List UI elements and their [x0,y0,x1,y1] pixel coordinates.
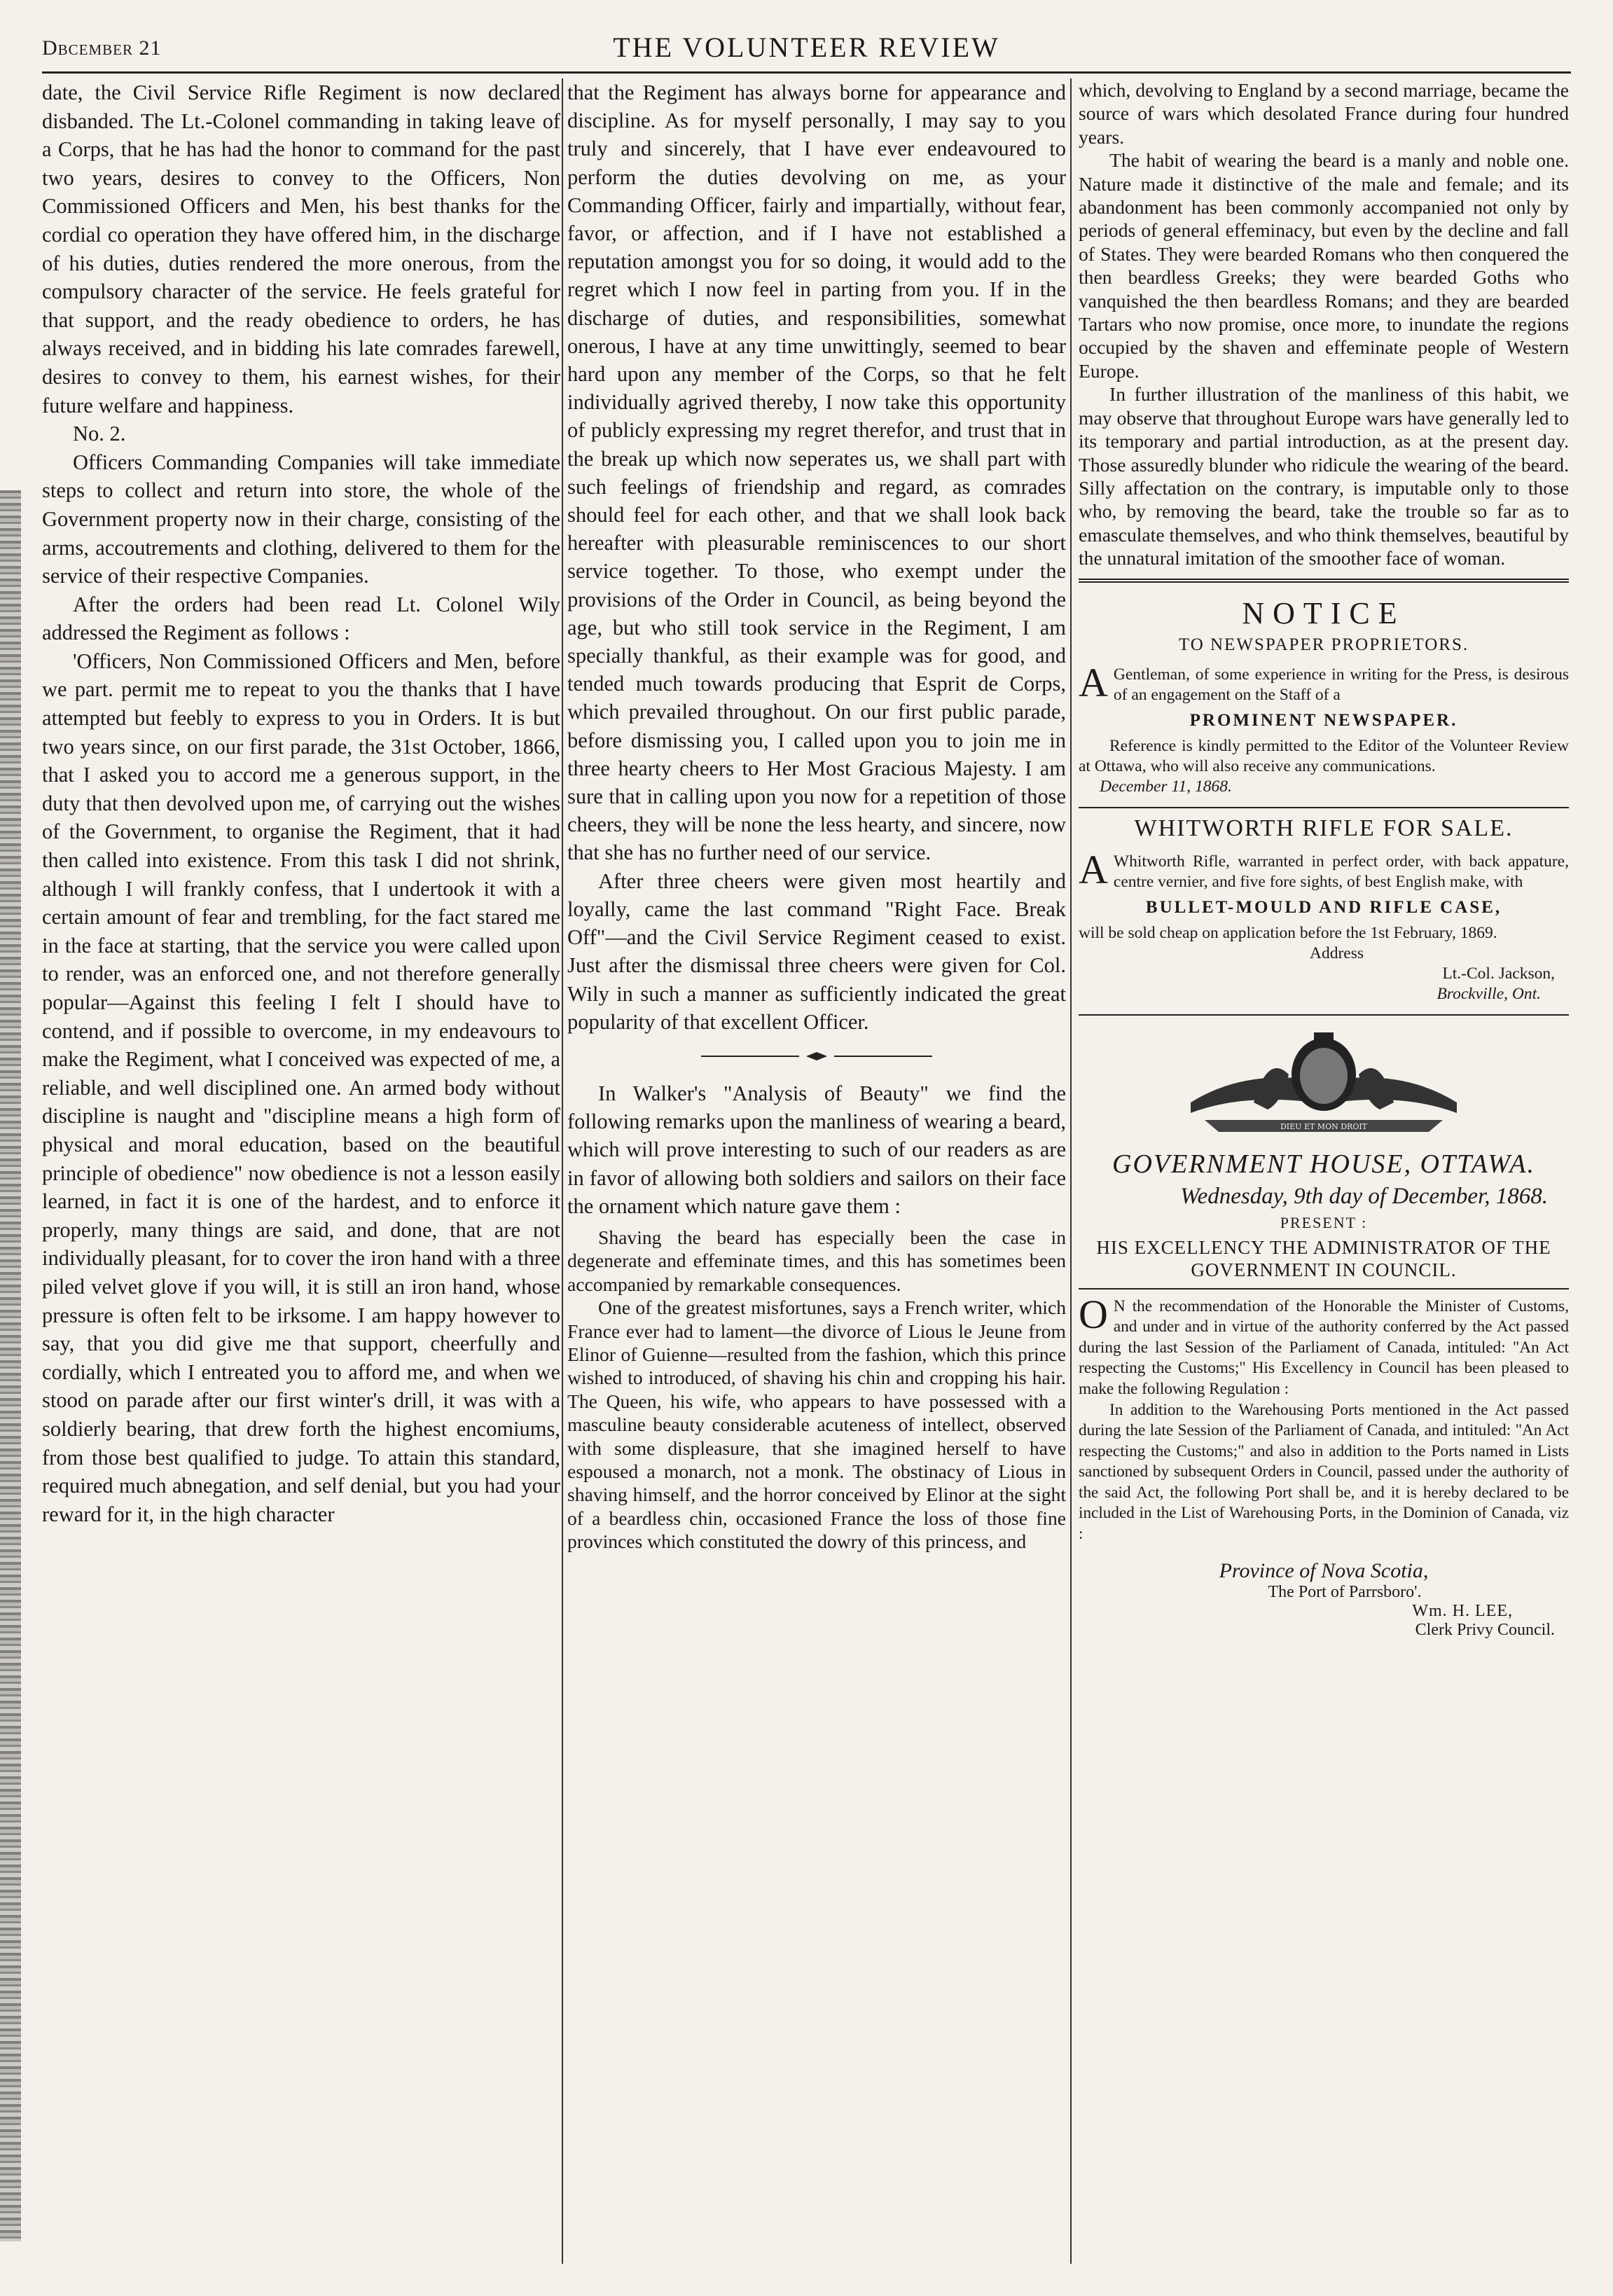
signer: Wm. H. LEE, [1412,1601,1513,1620]
whitworth-title: WHITWORTH RIFLE FOR SALE. [1134,815,1514,841]
paragraph: After three cheers were given most heartily and loyally, came the last command "Right Face. Break Off"—and the Civil Service Regiment ceased to exist. Just after the dismissal three cheers were given for Col. Wily in such a manner as sufficiently indicated the great popularity of that excellent Officer. [567,869,1066,1034]
notice-advert [1079,595,1569,797]
order-number: No. 2. [73,422,126,446]
notice-body: Gentleman, of some experience in writing for the Press, is desirous of an engagement on the Staff of a [1113,665,1569,704]
crest-motto: DIEU ET MON DROIT [1280,1121,1368,1131]
paragraph: After the orders had been read Lt. Colonel Wily addressed the Regiment as follows : [42,592,560,645]
paragraph: which, devolving to England by a second marriage, became the source of wars which desolated France during four hundred years. [1079,79,1569,148]
section-rule [1079,579,1569,583]
header-rule [42,71,1571,74]
paragraph: In Walker's "Analysis of Beauty" we find the following remarks upon the manliness of wearing a beard, which will prove interesting to such of our readers as are in favor of allowing both soldiers and sailors on their face the ornament which nature gave them : [567,1081,1066,1218]
whitworth-address-label: Address [1310,943,1364,962]
paragraph: that the Regiment has always borne for appearance and discipline. As for myself personally, I may say to you truly and sincerely, that I have ever endeavoured to perform the duties devolving on me, as your Commanding Officer, fairly and impartially, without fear, favor, or affection, and if I have not established a reputation amongst you for so doing, it would add to the regret which I now feel in parting from you. If in the discharge of duties, and responsibilities, somewhat onerous, I have at any time unwittingly, seemed to bear hard upon any member of the Corps, so that he felt individually agrived thereby, I now take this opportunity of publicly expressing my regret therefor, and trust that in the break up which now seperates us, we shall part with such feelings of friendship and regard, as comrades should feel for each other, and that we shall look back hereafter with pleasurable reminiscences to our short service together. To those, who exempt under the provisions of the Order in Council, as being beyond the age, but who still took service in the Regiment, I am specially thankful, as their example was for good, and tended much towards producing that Esprit de Corps, which prevailed throughout. On our first public parade, before dismissing you, I called upon you to join me in three hearty cheers to Her Most Gracious Majesty. I am sure that in calling upon you now for a repetition of those cheers, they will be none the less hearty, and sincere, now that she has no further need of our service. [567,81,1066,865]
notice-reference: Reference is kindly permitted to the Editor of the Volunteer Review at Ottawa, who will also receive any communications. [1079,736,1569,775]
notice-date: December 11, 1868. [1100,777,1232,796]
section-rule [1079,1014,1569,1016]
column-2 [567,78,1066,2250]
gov-title: GOVERNMENT HOUSE, OTTAWA. [1112,1149,1535,1179]
government-order [1079,1149,1569,1640]
order-text: In addition to the Warehousing Ports mentioned in the Act passed during the late Session of the Parliament of Canada, and intituled: "An Act respecting the Customs;" and also in addition to the Ports named in Lists sanctioned by subsequent Orders in Council, passed under the authority of the said Act, the following Port shall be, and it is hereby declared to be included in the List of Warehousing Ports, in the Dominion of Canada, viz : [1079,1400,1569,1544]
column-1 [42,78,560,2250]
notice-title: NOTICE [1242,595,1406,630]
whitworth-place: Brockville, Ont. [1437,984,1541,1003]
province: Province of Nova Scotia, [1219,1558,1429,1582]
column-rule [1070,78,1072,2264]
section-rule [1079,1288,1569,1289]
drop-cap: A [1079,846,1108,892]
paragraph: Shaving the beard has especially been the case in degenerate and effeminate times, and this has sometimes been accompanied by remarkable consequences. [567,1226,1066,1295]
ornament-divider [701,1051,932,1061]
paragraph: date, the Civil Service Rifle Regiment is now declared disbanded. The Lt.-Colonel commanding in taking leave of a Corps, that he has had the honor to command for the past two years, desires to convey to the Officers, Non Commissioned Officers and Men, his best thanks for the cordial co operation they have offered him, in the discharge of his duties, duties rendered the more onerous, from the compulsory character of the service. He feels grateful for that support, and the ready obedience to orders, he has always received, and in bidding his late comrades farewell, desires to convey to them, his earnest wishes, for their future welfare and happiness. [42,81,560,417]
notice-subtitle: TO NEWSPAPER PROPRIETORS. [1178,635,1469,654]
column-rule [562,78,563,2264]
paragraph: Officers Commanding Companies will take immediate steps to collect and return into store, the whole of the Government property now in their charge, consisting of the arms, accoutrements and clothing, delivered to them for the service of their respective Companies. [42,450,560,588]
whitworth-sale: will be sold cheap on application before the 1st February, 1869. [1079,923,1497,942]
whitworth-case: BULLET-MOULD AND RIFLE CASE, [1145,897,1502,917]
whitworth-advert [1079,815,1569,1004]
paragraph: In further illustration of the manliness of this habit, we may observe that throughout Europe wars have generally led to its temporary and partial introduction, as at the present day. Those assuredly blunder who ridicule the wearing of the beard. Silly affectation on the contrary, is imputable only to those who, by removing the beard, take the trouble so far as to emasculate themselves, and who think themselves, beautiful by the unnatural imitation of the smoother face of woman. [1079,383,1569,569]
paragraph: 'Officers, Non Commissioned Officers and Men, before we part. permit me to repeat to you the thanks that I have attempted but feebly to express to you in Orders. It is but two years since, on our first parade, the 31st October, 1866, that I asked you to accord me a generous support, in the duty that then devolved upon me, of carrying out the wishes of the Government, to organise the Regiment, that it had then called into existence. From this task I did not shrink, although I will frankly confess, that I undertook it with a certain amount of fear and trembling, for the fact stared me in the face at starting, that the service you were called upon to render, was an enforced one, and not therefore generally popular—Against this feeling I felt I should have to contend, and if possible to overcome, in my endeavours to make the Regiment, what I conceived was expected of me, a reliable, and well disciplined one. An armed body without discipline is naught and "discipline means a high form of physical and moral education, based on the beautiful principle of obedience" now obedience is not a lesson easily learned, in fact it is one of the hardest, and to enforce it properly, many things are said, and done, that are not individually pleasant, for to cover the iron hand with a three piled velvet glove if you will, it is still an iron hand, whose pressure is often felt to be irksome. I am happy however to say, that you did give me that support, cheerfully and cordially, which I entreated you to afford me, and when we stood on parade after our first winter's drill, it was with a soldierly bearing, that drew forth the highest encomiums, from those best qualified to judge. To attain this standard, required much abnegation, and self denial, but you had your reward for it, in the high character [42,649,560,1526]
drop-cap: A [1079,659,1108,705]
notice-paper: PROMINENT NEWSPAPER. [1189,710,1458,730]
whitworth-body: Whitworth Rifle, warranted in perfect order, with back appature, centre vernier, and five fore sights, of best English make, with [1113,852,1569,891]
drop-cap: O [1079,1291,1108,1337]
port: The Port of Parrsboro'. [1268,1582,1422,1601]
page-header [42,31,1571,66]
column-3 [1079,78,1569,2250]
paragraph: One of the greatest misfortunes, says a French writer, which France ever had to lament—the divorce of Lious le Jeune from Elinor of Guienne—resulted from the fashion, which this prince wished to introduced, of shaving his chin and cropping his hair. The Queen, his wife, who appears to have possessed with a masculine beauty considerable acuteness of intellect, observed with some displeasure, that she imagined herself to have espoused a monarch, not a monk. The obstinacy of Lious in shaving himself, and the horror conceived by Elinor at the sight of a beardless chin, occasioned France the loss of those fine provinces which constituted the dowry of this princess, and [567,1296,1066,1553]
paragraph: The habit of wearing the beard is a manly and noble one. Nature made it distinctive of the male and female; and its abandonment has been commonly accompanied not only by periods of general effeminacy, but even by the decline and fall of States. They were bearded Romans who then conquered the then beardless Greeks; they were bearded Goths who vanquished the then beardless Romans; and they are bearded Tartars who now promise, once more, to inundate the regions occupied by the shaven and effeminate people of Western Europe. [1079,149,1569,382]
gov-excellency: HIS EXCELLENCY THE ADMINISTRATOR OF THE GOVERNMENT IN COUNCIL. [1096,1236,1551,1280]
whitworth-name: Lt.-Col. Jackson, [1442,964,1555,983]
gov-present: PRESENT : [1280,1213,1368,1231]
order-text: N the recommendation of the Honorable the Minister of Customs, and under and in virtue of the authority conferred by the Act passed during the last Session of the Parliament of Canada, intituled: "An Act respecting the Customs;" His Excellency in Council has been pleased to make the following Regulation : [1079,1296,1569,1398]
masthead-title: THE VOLUNTEER REVIEW [613,32,1000,63]
binding-shadow [0,490,21,2241]
section-rule [1079,807,1569,808]
gov-date: Wednesday, 9th day of December, 1868. [1180,1183,1548,1209]
royal-coat-of-arms-icon [1163,1025,1485,1144]
header-date: Dbcember 21 [42,36,162,60]
signer-title: Clerk Privy Council. [1415,1620,1555,1639]
